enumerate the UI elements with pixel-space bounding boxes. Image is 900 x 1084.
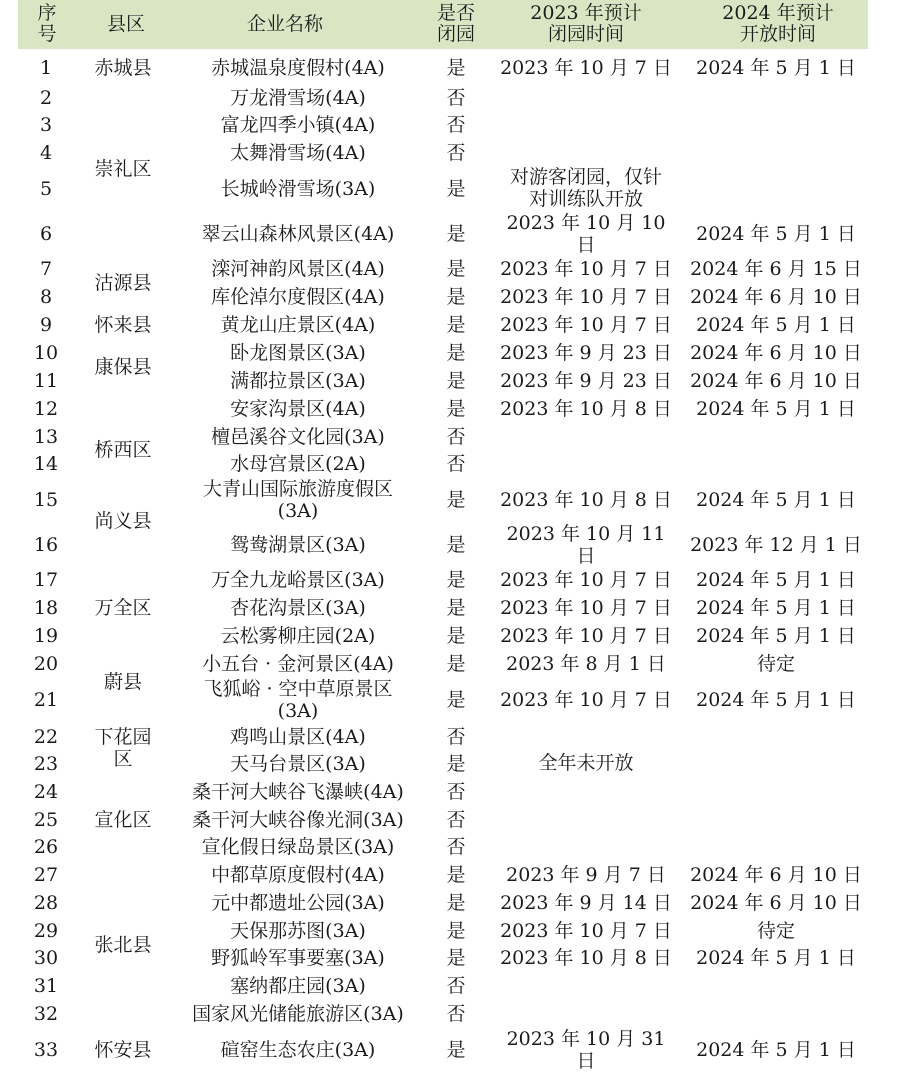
open-date: 2023 年 12 月 1 日 bbox=[690, 534, 862, 556]
open-date: 2024 年 6 月 10 日 bbox=[690, 286, 862, 308]
closed-flag: 否 bbox=[446, 726, 466, 748]
row-number: 25 bbox=[33, 809, 59, 831]
closed-flag: 是 bbox=[446, 1039, 466, 1061]
row-number: 6 bbox=[39, 223, 53, 245]
closed-flag: 是 bbox=[446, 864, 466, 886]
row-number: 16 bbox=[33, 534, 59, 556]
venue-name: 檀邑溪谷文化园(3A) bbox=[211, 426, 385, 448]
open-date: 2024 年 5 月 1 日 bbox=[696, 57, 856, 79]
close-date: 2023 年 10 月 8 日 bbox=[500, 398, 672, 420]
closed-flag: 否 bbox=[446, 114, 466, 136]
county-name: 赤城县 bbox=[94, 57, 152, 79]
venue-name: 天保那苏图(3A) bbox=[230, 920, 366, 942]
close-date: 2023 年 9 月 23 日 bbox=[500, 370, 672, 392]
closed-flag: 是 bbox=[446, 625, 466, 647]
venue-name: 鸡鸣山景区(4A) bbox=[230, 726, 366, 748]
closed-flag: 否 bbox=[446, 836, 466, 858]
closed-flag: 是 bbox=[446, 753, 466, 775]
row-number: 27 bbox=[33, 864, 59, 886]
closed-flag: 否 bbox=[446, 87, 466, 109]
closed-flag: 是 bbox=[446, 489, 466, 511]
row-number: 8 bbox=[39, 286, 53, 308]
venue-name: 安家沟景区(4A) bbox=[230, 398, 366, 420]
row-number: 10 bbox=[33, 342, 59, 364]
closed-flag: 否 bbox=[446, 809, 466, 831]
row-number: 14 bbox=[33, 453, 59, 475]
venue-name: 赤城温泉度假村(4A) bbox=[211, 57, 385, 79]
closed-flag: 是 bbox=[446, 689, 466, 711]
venue-name: 野狐岭军事要塞(3A) bbox=[211, 947, 385, 969]
close-date: 2023 年 10 月 31 日 bbox=[506, 1028, 666, 1072]
row-number: 33 bbox=[33, 1039, 59, 1061]
open-date: 待定 bbox=[756, 920, 795, 942]
venue-name: 长城岭滑雪场(3A) bbox=[220, 178, 376, 200]
close-date: 2023 年 10 月 7 日 bbox=[500, 597, 672, 619]
venue-name: 万全九龙峪景区(3A) bbox=[211, 569, 385, 591]
close-date: 2023 年 10 月 7 日 bbox=[500, 286, 672, 308]
open-date: 2024 年 6 月 10 日 bbox=[690, 342, 862, 364]
venue-name: 滦河神韵风景区(4A) bbox=[211, 258, 385, 280]
venue-name: 天马台景区(3A) bbox=[230, 753, 366, 775]
county-name: 崇礼区 bbox=[94, 158, 152, 180]
venue-name: 水母宫景区(2A) bbox=[230, 453, 366, 475]
open-date: 2024 年 6 月 10 日 bbox=[690, 892, 862, 914]
venue-name: 鸳鸯湖景区(3A) bbox=[230, 534, 366, 556]
row-number: 13 bbox=[33, 426, 59, 448]
row-number: 30 bbox=[33, 947, 59, 969]
county-name: 蔚县 bbox=[103, 671, 142, 693]
open-date: 2024 年 6 月 10 日 bbox=[690, 370, 862, 392]
county-name: 张北县 bbox=[94, 934, 152, 956]
close-date: 2023 年 9 月 14 日 bbox=[500, 892, 672, 914]
header-closed: 是否 闭园 bbox=[436, 2, 475, 45]
open-date: 2024 年 6 月 10 日 bbox=[690, 864, 862, 886]
open-date: 2024 年 5 月 1 日 bbox=[696, 569, 856, 591]
row-number: 29 bbox=[33, 920, 59, 942]
close-date: 2023 年 10 月 8 日 bbox=[500, 947, 672, 969]
close-date: 2023 年 10 月 7 日 bbox=[500, 57, 672, 79]
open-date: 2024 年 5 月 1 日 bbox=[696, 489, 856, 511]
close-date: 全年未开放 bbox=[538, 752, 634, 774]
row-number: 26 bbox=[33, 836, 59, 858]
row-number: 23 bbox=[33, 753, 59, 775]
close-date: 2023 年 10 月 8 日 bbox=[500, 489, 672, 511]
closed-flag: 是 bbox=[446, 342, 466, 364]
venue-name: 宣化假日绿岛景区(3A) bbox=[201, 836, 395, 858]
venue-name: 碹窑生态农庄(3A) bbox=[220, 1039, 376, 1061]
closed-flag: 是 bbox=[446, 920, 466, 942]
open-date: 2024 年 5 月 1 日 bbox=[696, 625, 856, 647]
county-name: 怀安县 bbox=[94, 1039, 152, 1061]
closed-flag: 是 bbox=[446, 947, 466, 969]
row-number: 20 bbox=[33, 653, 59, 675]
open-date: 2024 年 5 月 1 日 bbox=[696, 947, 856, 969]
row-number: 9 bbox=[39, 314, 53, 336]
county-name: 怀来县 bbox=[94, 314, 152, 336]
venue-name: 满都拉景区(3A) bbox=[230, 370, 366, 392]
row-number: 12 bbox=[33, 398, 59, 420]
venue-name: 小五台 · 金河景区(4A) bbox=[202, 653, 394, 675]
open-date: 2024 年 5 月 1 日 bbox=[696, 314, 856, 336]
row-number: 19 bbox=[33, 625, 59, 647]
open-date: 2024 年 6 月 15 日 bbox=[690, 258, 862, 280]
row-number: 28 bbox=[33, 892, 59, 914]
row-number: 21 bbox=[33, 689, 59, 711]
closed-flag: 是 bbox=[446, 569, 466, 591]
row-number: 24 bbox=[33, 781, 59, 803]
row-number: 32 bbox=[33, 1003, 59, 1025]
close-date: 2023 年 9 月 7 日 bbox=[506, 864, 666, 886]
closed-flag: 是 bbox=[446, 258, 466, 280]
open-date: 2024 年 5 月 1 日 bbox=[696, 597, 856, 619]
close-date: 对游客闭园，仅针 对训练队开放 bbox=[509, 166, 662, 210]
row-number: 5 bbox=[39, 178, 53, 200]
open-date: 2024 年 5 月 1 日 bbox=[696, 398, 856, 420]
closed-flag: 否 bbox=[446, 975, 466, 997]
closed-flag: 否 bbox=[446, 426, 466, 448]
venue-name: 飞狐峪 · 空中草原景区 (3A) bbox=[203, 678, 393, 722]
county-name: 桥西区 bbox=[94, 439, 152, 461]
venue-name: 中都草原度假村(4A) bbox=[211, 864, 385, 886]
venue-name: 国家风光储能旅游区(3A) bbox=[192, 1003, 404, 1025]
venue-name: 卧龙图景区(3A) bbox=[230, 342, 366, 364]
row-number: 22 bbox=[33, 726, 59, 748]
header-open-time: 2024 年预计 开放时间 bbox=[722, 2, 834, 45]
venue-name: 桑干河大峡谷飞瀑峡(4A) bbox=[192, 781, 404, 803]
venue-name: 云松雾柳庄园(2A) bbox=[220, 625, 376, 647]
venue-name: 桑干河大峡谷像光洞(3A) bbox=[192, 809, 404, 831]
header-idx: 序 号 bbox=[37, 2, 57, 45]
close-date: 2023 年 10 月 7 日 bbox=[500, 689, 672, 711]
open-date: 2024 年 5 月 1 日 bbox=[696, 1039, 856, 1061]
close-date: 2023 年 9 月 23 日 bbox=[500, 342, 672, 364]
county-name: 康保县 bbox=[94, 356, 152, 378]
venue-name: 黄龙山庄景区(4A) bbox=[220, 314, 376, 336]
venue-name: 翠云山森林风景区(4A) bbox=[201, 223, 395, 245]
close-date: 2023 年 10 月 7 日 bbox=[500, 569, 672, 591]
header-close-time: 2023 年预计 闭园时间 bbox=[530, 2, 642, 45]
open-date: 2024 年 5 月 1 日 bbox=[696, 689, 856, 711]
row-number: 1 bbox=[39, 57, 53, 79]
closed-flag: 是 bbox=[446, 370, 466, 392]
closed-flag: 是 bbox=[446, 314, 466, 336]
row-number: 3 bbox=[39, 114, 53, 136]
county-name: 宣化区 bbox=[94, 809, 152, 831]
venue-name: 大青山国际旅游度假区 (3A) bbox=[202, 478, 393, 522]
county-name: 万全区 bbox=[94, 597, 152, 619]
row-number: 31 bbox=[33, 975, 59, 997]
open-date: 待定 bbox=[756, 653, 795, 675]
open-date: 2024 年 5 月 1 日 bbox=[696, 223, 856, 245]
county-name: 下花园 区 bbox=[94, 726, 152, 770]
header-county: 县区 bbox=[106, 13, 145, 35]
close-date: 2023 年 10 月 7 日 bbox=[500, 314, 672, 336]
closed-flag: 是 bbox=[446, 534, 466, 556]
venue-name: 库伦淖尔度假区(4A) bbox=[211, 286, 385, 308]
venue-name: 塞纳都庄园(3A) bbox=[230, 975, 366, 997]
closed-flag: 是 bbox=[446, 286, 466, 308]
close-date: 2023 年 10 月 7 日 bbox=[500, 625, 672, 647]
venue-name: 富龙四季小镇(4A) bbox=[220, 114, 376, 136]
closed-flag: 是 bbox=[446, 653, 466, 675]
header-name: 企业名称 bbox=[246, 13, 323, 35]
row-number: 17 bbox=[33, 569, 59, 591]
venue-name: 太舞滑雪场(4A) bbox=[230, 142, 366, 164]
close-date: 2023 年 10 月 7 日 bbox=[500, 920, 672, 942]
close-date: 2023 年 10 月 10 日 bbox=[506, 212, 666, 256]
row-number: 2 bbox=[39, 87, 53, 109]
closed-flag: 是 bbox=[446, 57, 466, 79]
closed-flag: 是 bbox=[446, 892, 466, 914]
close-date: 2023 年 10 月 7 日 bbox=[500, 258, 672, 280]
closed-flag: 是 bbox=[446, 223, 466, 245]
row-number: 4 bbox=[39, 142, 53, 164]
row-number: 7 bbox=[39, 258, 53, 280]
closed-flag: 否 bbox=[446, 781, 466, 803]
closed-flag: 否 bbox=[446, 1003, 466, 1025]
closed-flag: 是 bbox=[446, 597, 466, 619]
venue-name: 万龙滑雪场(4A) bbox=[230, 87, 366, 109]
close-date: 2023 年 10 月 11 日 bbox=[506, 523, 666, 567]
row-number: 18 bbox=[33, 597, 59, 619]
county-name: 沽源县 bbox=[94, 272, 152, 294]
row-number: 15 bbox=[33, 489, 59, 511]
closed-flag: 是 bbox=[446, 178, 466, 200]
venue-name: 杏花沟景区(3A) bbox=[230, 597, 366, 619]
county-name: 尚义县 bbox=[94, 510, 152, 532]
closed-flag: 是 bbox=[446, 398, 466, 420]
row-number: 11 bbox=[33, 370, 59, 392]
venue-name: 元中都遗址公园(3A) bbox=[211, 892, 385, 914]
closed-flag: 否 bbox=[446, 142, 466, 164]
closed-flag: 否 bbox=[446, 453, 466, 475]
close-date: 2023 年 8 月 1 日 bbox=[506, 653, 666, 675]
